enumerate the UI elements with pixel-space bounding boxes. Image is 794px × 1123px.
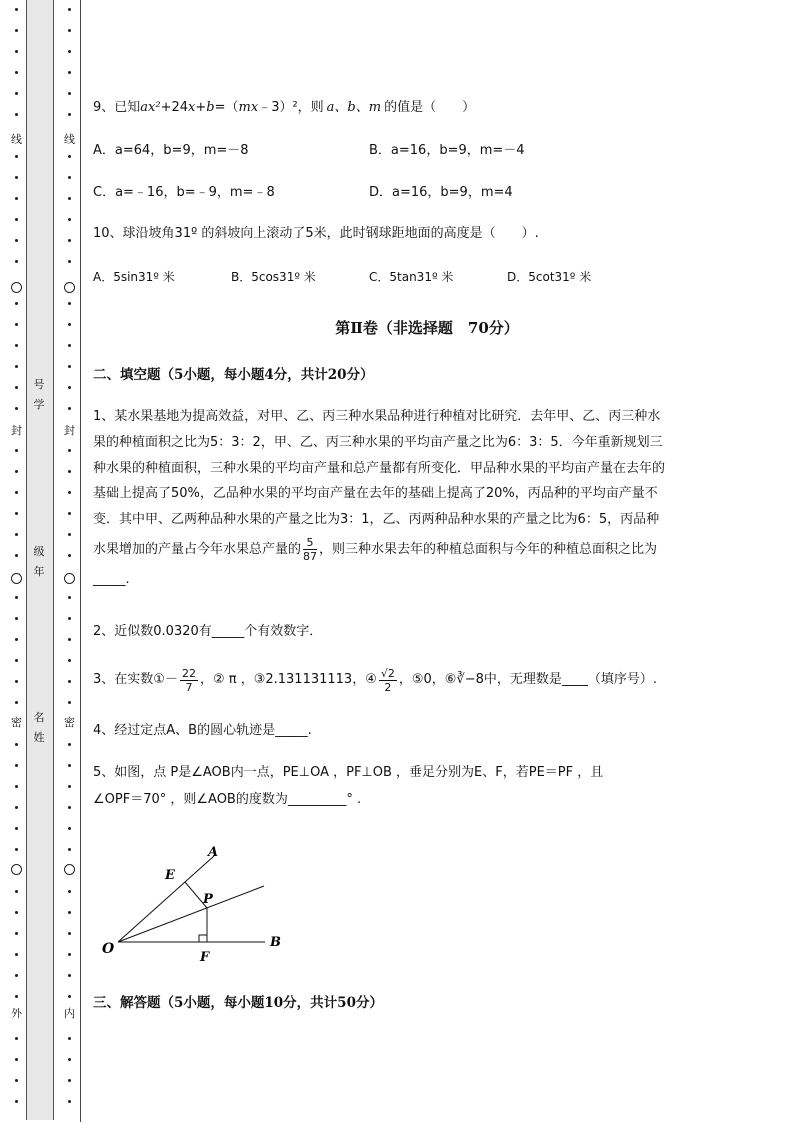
margin-dot — [15, 848, 18, 851]
margin-dot — [68, 218, 71, 221]
question-10-option-b: B．5cos31º 米 — [231, 270, 316, 284]
margin-dot — [68, 8, 71, 11]
field-label-char: 号 — [33, 378, 45, 391]
margin-dot — [15, 449, 18, 452]
margin-dot — [68, 176, 71, 179]
question-9-stem: 9、已知ax²+24x+b=（mx﹣3）²，则 a、b、m 的值是（ ） — [93, 100, 476, 115]
margin-dot — [68, 491, 71, 494]
margin-dot — [15, 239, 18, 242]
margin-dot — [15, 71, 18, 74]
fill-question-3: 3、在实数① － $\frac{22}{7}$ ，② π ，③2.131131113，④ $\frac{√2}{2}$ ，⑤0，⑥ ∛−8 中，无理数是____（填序号）. — [93, 666, 658, 694]
margin-dot — [15, 407, 18, 410]
margin-dot — [68, 743, 71, 746]
question-10-option-d: D．5cot31º 米 — [507, 270, 592, 284]
margin-dot — [68, 554, 71, 557]
margin-dot — [15, 827, 18, 830]
inner-seal-char-3: 密 — [64, 716, 75, 729]
fill-question-2: 2、近似数0.0320有_____个有效数字． — [93, 624, 323, 639]
margin-dot — [15, 92, 18, 95]
margin-dot — [15, 1058, 18, 1061]
inner-seal-char-2: 封 — [64, 424, 75, 437]
margin-dot — [68, 50, 71, 53]
margin-circle — [64, 864, 75, 875]
margin-dot — [15, 533, 18, 536]
angle-bisector-figure — [90, 835, 300, 970]
margin-dot — [68, 827, 71, 830]
margin-circle — [11, 282, 22, 293]
margin-dot — [68, 155, 71, 158]
margin-dot — [15, 260, 18, 263]
margin-dot — [15, 701, 18, 704]
margin-dot — [15, 617, 18, 620]
margin-dot — [68, 92, 71, 95]
margin-dot — [68, 890, 71, 893]
margin-dot — [68, 806, 71, 809]
margin-dot — [15, 911, 18, 914]
outer-seal-char-4: 外 — [11, 1007, 22, 1020]
margin-dot — [68, 449, 71, 452]
student-info-band — [26, 0, 54, 1120]
label-B: B — [270, 935, 281, 950]
part-2-title: 第Ⅱ卷（非选择题 70分） — [335, 319, 519, 337]
margin-dot — [68, 1100, 71, 1103]
margin-dot — [15, 470, 18, 473]
margin-dot — [15, 218, 18, 221]
margin-dot — [15, 197, 18, 200]
question-10-stem: 10、球沿坡角31º 的斜坡向上滚动了5米，此时钢球距地面的高度是（ ）. — [93, 226, 539, 241]
margin-dot — [68, 113, 71, 116]
margin-dot — [68, 302, 71, 305]
margin-circle — [64, 573, 75, 584]
question-10-option-a: A．5sin31º 米 — [93, 270, 175, 284]
question-9-option-a: A．a=64，b=9，m=－8 — [93, 143, 249, 158]
field-label-char: 年 — [33, 565, 45, 578]
margin-circle — [11, 573, 22, 584]
fraction-5-87: $\frac{5}{87}$ — [303, 535, 318, 563]
margin-dot — [68, 680, 71, 683]
margin-dot — [15, 1037, 18, 1040]
margin-dot — [15, 806, 18, 809]
margin-dot — [15, 386, 18, 389]
margin-dot — [68, 911, 71, 914]
inner-seal-char-4: 内 — [64, 1007, 75, 1020]
margin-dot — [15, 995, 18, 998]
margin-dot — [15, 596, 18, 599]
margin-dot — [15, 491, 18, 494]
margin-dot — [15, 554, 18, 557]
margin-dot — [68, 239, 71, 242]
question-9-option-b: B．a=16，b=9，m=－4 — [369, 143, 525, 158]
fill-question-5-line-2: ∠OPF＝70° ，则∠AOB的度数为_________° . — [93, 792, 362, 807]
fraction-22-7: $\frac{22}{7}$ — [181, 666, 196, 694]
margin-dot — [68, 1037, 71, 1040]
fill-question-1: 1、某水果基地为提高效益，对甲、乙、丙三种水果品种进行种植对比研究．去年甲、乙、丙三种水 果的种植面积之比为5：3：2，甲、乙、丙三种水果的平均亩产量之比为6：3：5．今年重新规划三 种水果的种植面积，三种水果的平均亩产量和总产量都有所变化．甲品种水果的平均亩产量在去年的 基础上提高了50%，乙品种水果的平均亩产量在去年的基础上提高了20%，丙品种的平均亩产量不 变．其中甲、乙两种品种水果的产量之比为3：1，乙、丙两种品种水果的产量之比为6：5，丙品种 水果增加的产量占今年水果总产量的 $\frac{5}{87}$ ，则三种水果去年的种植总面积与今年的种植总面积之比为 _____. — [93, 409, 666, 587]
margin-dot — [15, 974, 18, 977]
margin-dot — [68, 848, 71, 851]
margin-dot — [68, 974, 71, 977]
margin-dot — [15, 932, 18, 935]
margin-dot — [68, 1079, 71, 1082]
margin-dot — [68, 533, 71, 536]
margin-dot — [15, 638, 18, 641]
margin-dot — [68, 596, 71, 599]
margin-dot — [15, 344, 18, 347]
question-9-option-c: C．a=﹣16，b=﹣9，m=﹣8 — [93, 185, 275, 200]
inner-dotted-margin — [60, 0, 80, 1123]
label-O: O — [102, 941, 115, 957]
margin-dot — [15, 890, 18, 893]
right-angle-mark — [199, 935, 207, 942]
margin-dot — [15, 113, 18, 116]
margin-dot — [15, 659, 18, 662]
margin-dot — [15, 176, 18, 179]
inner-seal-char-1: 线 — [64, 133, 75, 146]
margin-circle — [11, 864, 22, 875]
margin-dot — [68, 953, 71, 956]
outer-seal-char-1: 线 — [11, 133, 22, 146]
section-3-title: 三、解答题（5小题，每小题10分，共计50分） — [93, 995, 383, 1011]
ray-OP — [118, 886, 264, 942]
margin-dot — [68, 659, 71, 662]
margin-dot — [68, 197, 71, 200]
margin-dot — [68, 932, 71, 935]
field-label-char: 学 — [33, 398, 45, 411]
margin-dot — [15, 764, 18, 767]
margin-circle — [64, 282, 75, 293]
margin-dot — [68, 365, 71, 368]
margin-dot — [68, 29, 71, 32]
question-10-option-c: C．5tan31º 米 — [369, 270, 454, 284]
question-9-option-d: D．a=16，b=9，m=4 — [369, 185, 513, 200]
fraction-sqrt2-2: $\frac{√2}{2}$ — [380, 666, 395, 694]
margin-dot — [68, 785, 71, 788]
outer-dotted-margin — [10, 0, 24, 1123]
margin-dot — [15, 512, 18, 515]
margin-dot — [15, 1079, 18, 1082]
margin-dot — [68, 638, 71, 641]
margin-dot — [68, 764, 71, 767]
margin-dot — [68, 701, 71, 704]
fill-question-5-line-1: 5、如图，点 P是∠AOB内一点，PE⊥OA ，PF⊥OB ，垂足分别为E、F，若PE＝PF ，且 — [93, 765, 604, 780]
outer-seal-char-3: 密 — [11, 716, 22, 729]
margin-dot — [15, 50, 18, 53]
outer-seal-char-2: 封 — [11, 424, 22, 437]
margin-dot — [68, 995, 71, 998]
margin-dot — [15, 953, 18, 956]
margin-dot — [15, 155, 18, 158]
margin-dot — [68, 344, 71, 347]
inner-margin-line — [80, 0, 81, 1122]
margin-dot — [15, 8, 18, 11]
label-F: F — [200, 950, 210, 965]
margin-dot — [68, 386, 71, 389]
margin-dot — [68, 71, 71, 74]
margin-dot — [15, 302, 18, 305]
margin-dot — [15, 1100, 18, 1103]
margin-dot — [15, 680, 18, 683]
fill-question-4: 4、经过定点A、B的圆心轨迹是_____. — [93, 723, 312, 738]
label-P: P — [203, 892, 213, 907]
label-A: A — [208, 845, 219, 860]
margin-dot — [68, 407, 71, 410]
field-label-char: 姓 — [33, 731, 45, 744]
section-2-title: 二、填空题（5小题，每小题4分，共计20分） — [93, 367, 374, 383]
field-label-char: 名 — [33, 711, 45, 724]
field-label-char: 级 — [33, 545, 45, 558]
margin-dot — [15, 785, 18, 788]
label-E: E — [165, 868, 175, 883]
margin-dot — [15, 365, 18, 368]
margin-dot — [15, 29, 18, 32]
margin-dot — [68, 1058, 71, 1061]
margin-dot — [68, 260, 71, 263]
margin-dot — [68, 470, 71, 473]
margin-dot — [15, 743, 18, 746]
margin-dot — [68, 617, 71, 620]
margin-dot — [68, 512, 71, 515]
